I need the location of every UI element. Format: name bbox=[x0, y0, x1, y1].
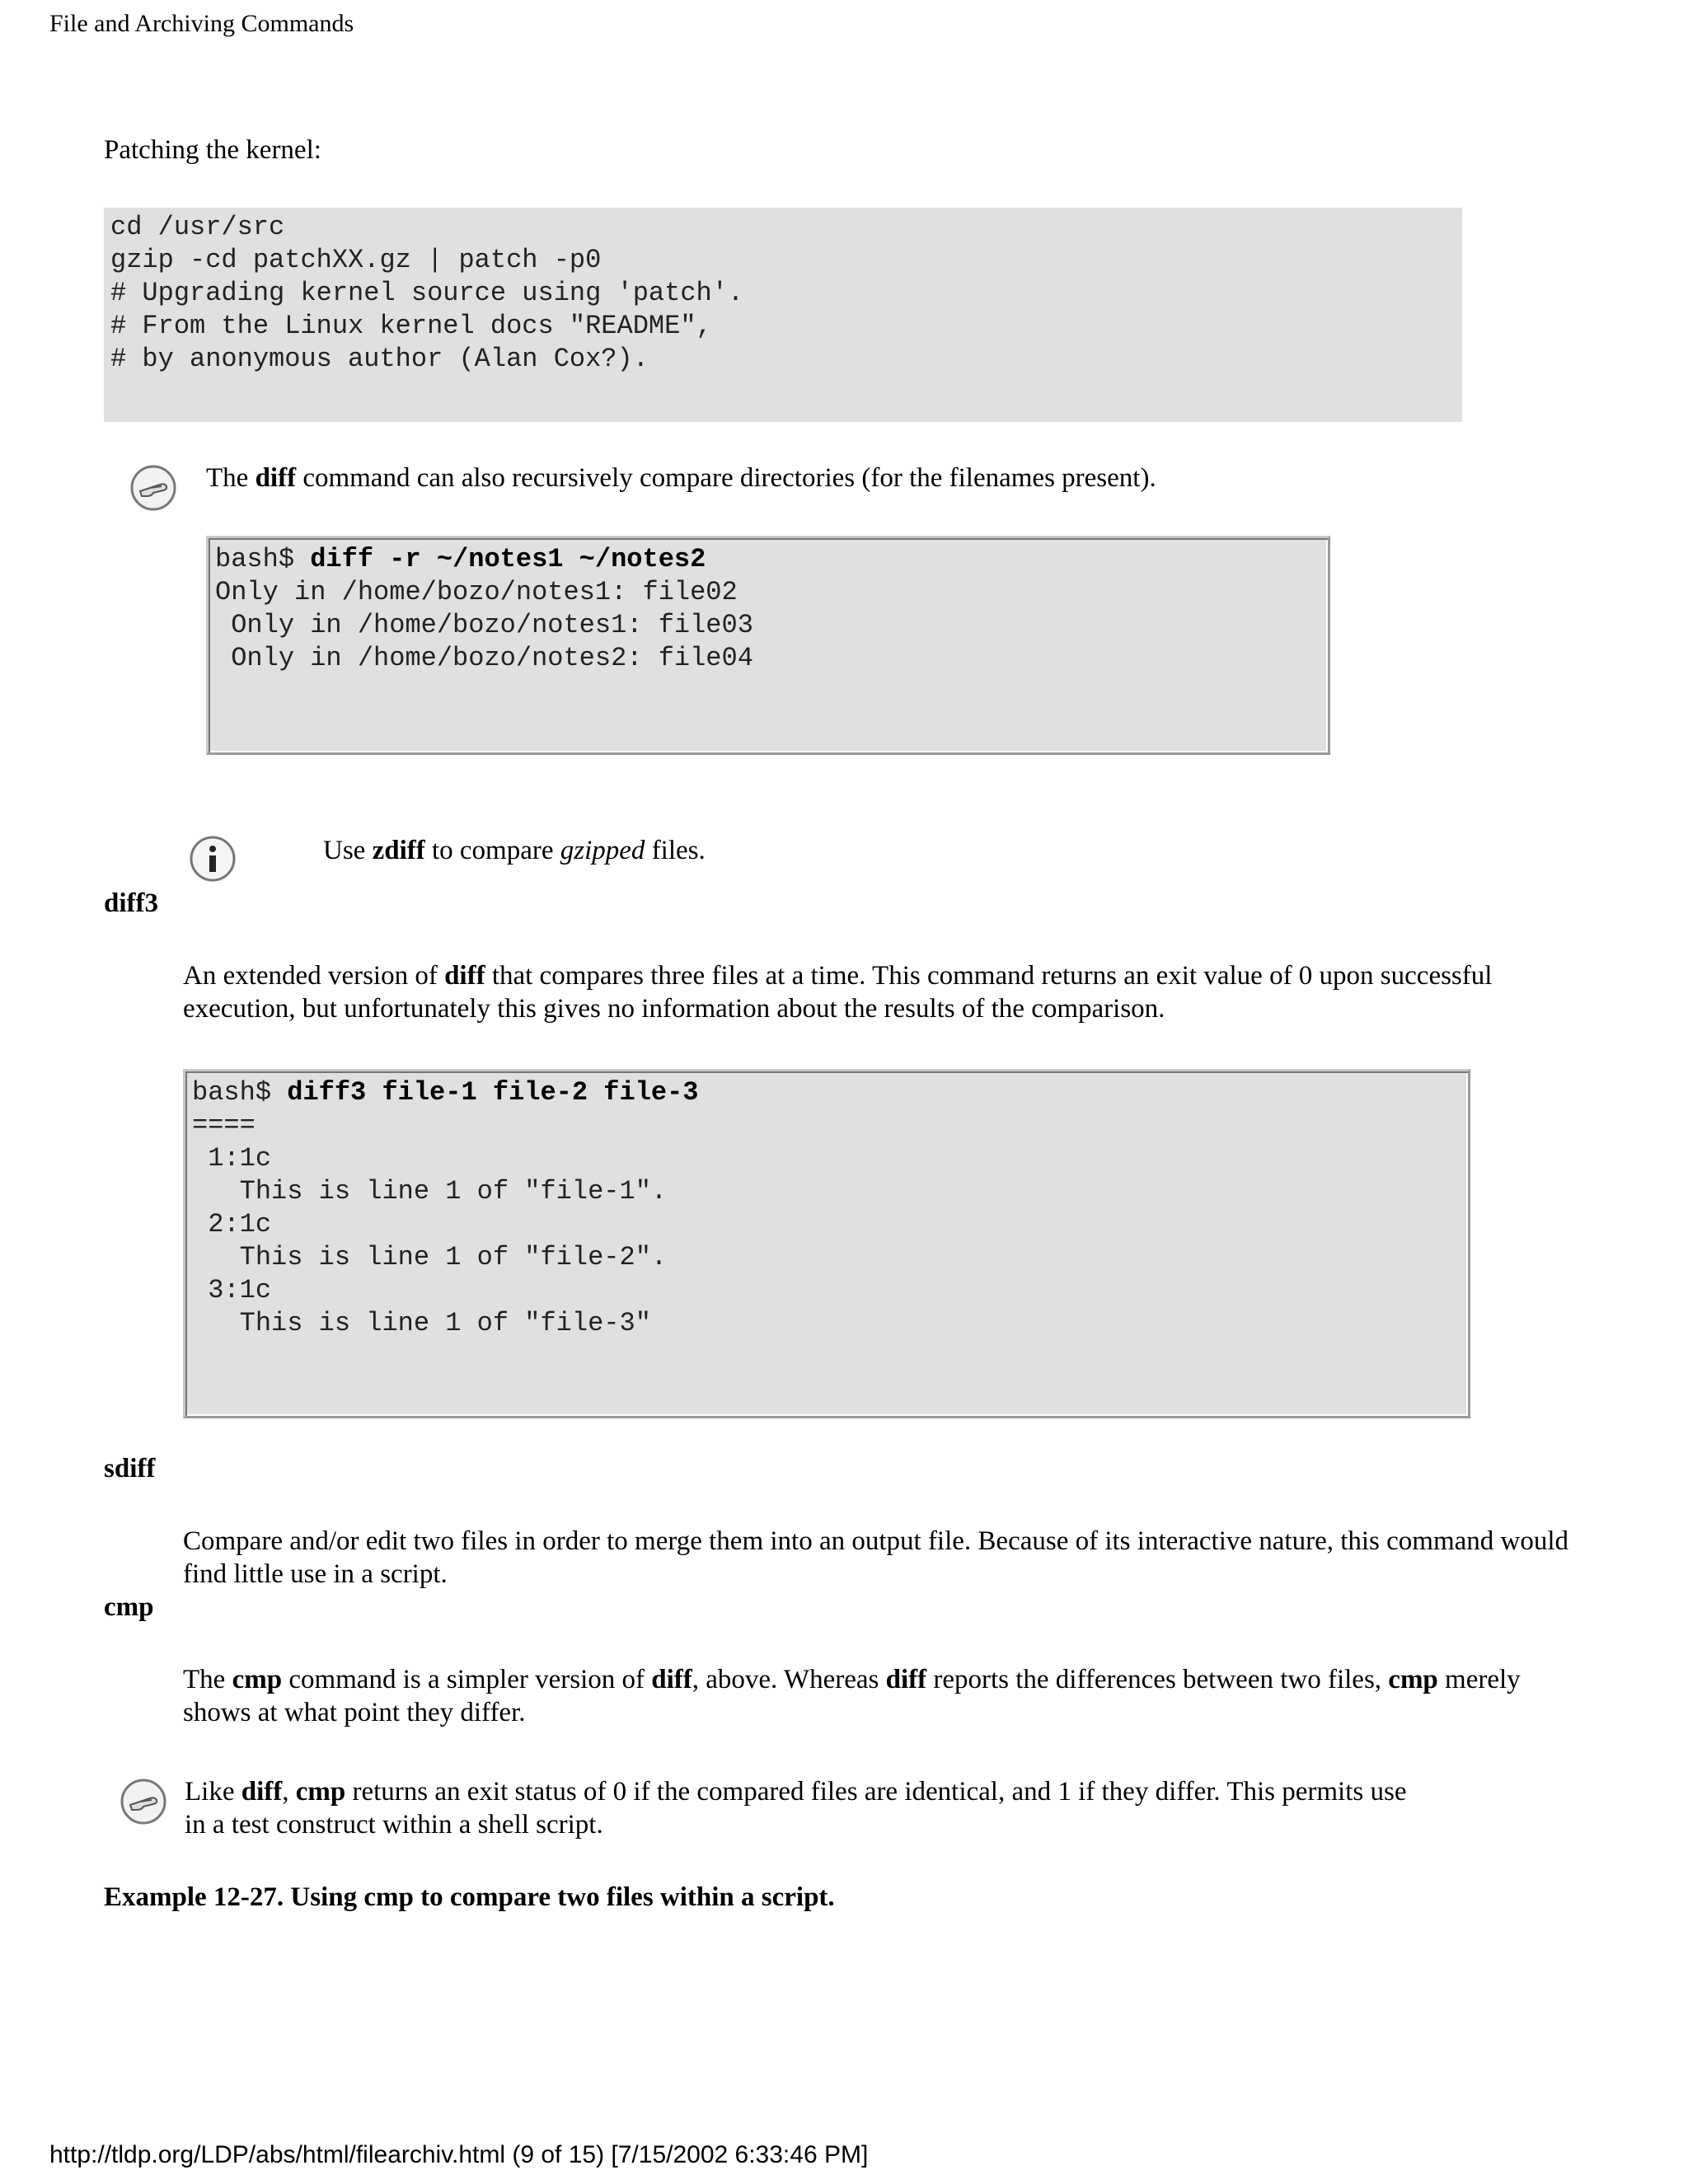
output-line: This is line 1 of "file-2". bbox=[192, 1242, 668, 1272]
patch-code-block bbox=[104, 208, 1462, 422]
output-line: Only in /home/bozo/notes1: file02 bbox=[215, 577, 738, 607]
term-diff3: diff3 bbox=[104, 888, 158, 918]
diff3-description: An extended version of diff that compares three files at a time. This command returns an exit value of 0 upon successful execution, but unfortunately this gives no information about the results of the comparison. bbox=[183, 961, 1493, 1024]
cmp-description: The cmp command is a simpler version of diff, above. Whereas diff reports the differences between two files, cmp merely shows at what point they differ. bbox=[183, 1665, 1521, 1727]
info-icon bbox=[188, 834, 237, 883]
typed-command: diff -r ~/notes1 ~/notes2 bbox=[310, 544, 706, 574]
output-line: 2:1c bbox=[192, 1209, 272, 1240]
output-line: 1:1c bbox=[192, 1143, 272, 1174]
code-line: cd /usr/src bbox=[110, 212, 285, 242]
diff3-screen-block: bash$ diff3 file-1 file-2 file-3 ==== 1:1c This is line 1 of "file-1". 2:1c This is line 1 of "file-2". 3:1c This is line 1 of "file-3" bbox=[183, 1069, 1470, 1418]
output-line: ==== bbox=[192, 1110, 256, 1141]
output-line: Only in /home/bozo/notes2: file04 bbox=[215, 643, 753, 673]
term-sdiff: sdiff bbox=[104, 1454, 156, 1483]
code-line: # Upgrading kernel source using 'patch'. bbox=[110, 278, 744, 308]
note-diff-text: The diff command can also recursively compare directories (for the filenames present). bbox=[206, 463, 1156, 493]
note-cmp-text: Like diff, cmp returns an exit status of 0 if the compared files are identical, and 1 if they differ. This permits use in a test construct within a shell script. bbox=[185, 1777, 1407, 1840]
page-header-title: File and Archiving Commands bbox=[49, 10, 354, 37]
code-line: gzip -cd patchXX.gz | patch -p0 bbox=[110, 245, 602, 275]
code-line: # by anonymous author (Alan Cox?). bbox=[110, 344, 649, 374]
pointing-hand-icon bbox=[129, 463, 178, 513]
diff-screen-block: bash$ diff -r ~/notes1 ~/notes2 Only in /home/bozo/notes1: file02 Only in /home/bozo/notes1: file03 Only in /home/bozo/notes2: file04 bbox=[206, 536, 1330, 755]
output-line: This is line 1 of "file-3" bbox=[192, 1308, 651, 1338]
output-line: This is line 1 of "file-1". bbox=[192, 1176, 668, 1207]
page-footer-url: http://tldp.org/LDP/abs/html/filearchiv.html (9 of 15) [7/15/2002 6:33:46 PM] bbox=[49, 2141, 869, 2168]
pointing-hand-icon bbox=[119, 1777, 168, 1826]
code-line: # From the Linux kernel docs "README", bbox=[110, 311, 712, 341]
patch-intro: Patching the kernel: bbox=[104, 135, 321, 165]
tip-zdiff-text: Use zdiff to compare gzipped files. bbox=[323, 836, 706, 865]
sdiff-description: Compare and/or edit two files in order to merge them into an output file. Because of its interactive nature, this command would find little use in a script. bbox=[183, 1526, 1569, 1589]
typed-command: diff3 file-1 file-2 file-3 bbox=[287, 1077, 699, 1108]
example-title: Example 12-27. Using cmp to compare two files within a script. bbox=[104, 1882, 835, 1912]
term-cmp: cmp bbox=[104, 1592, 154, 1622]
output-line: Only in /home/bozo/notes1: file03 bbox=[215, 610, 753, 640]
output-line: 3:1c bbox=[192, 1275, 272, 1305]
